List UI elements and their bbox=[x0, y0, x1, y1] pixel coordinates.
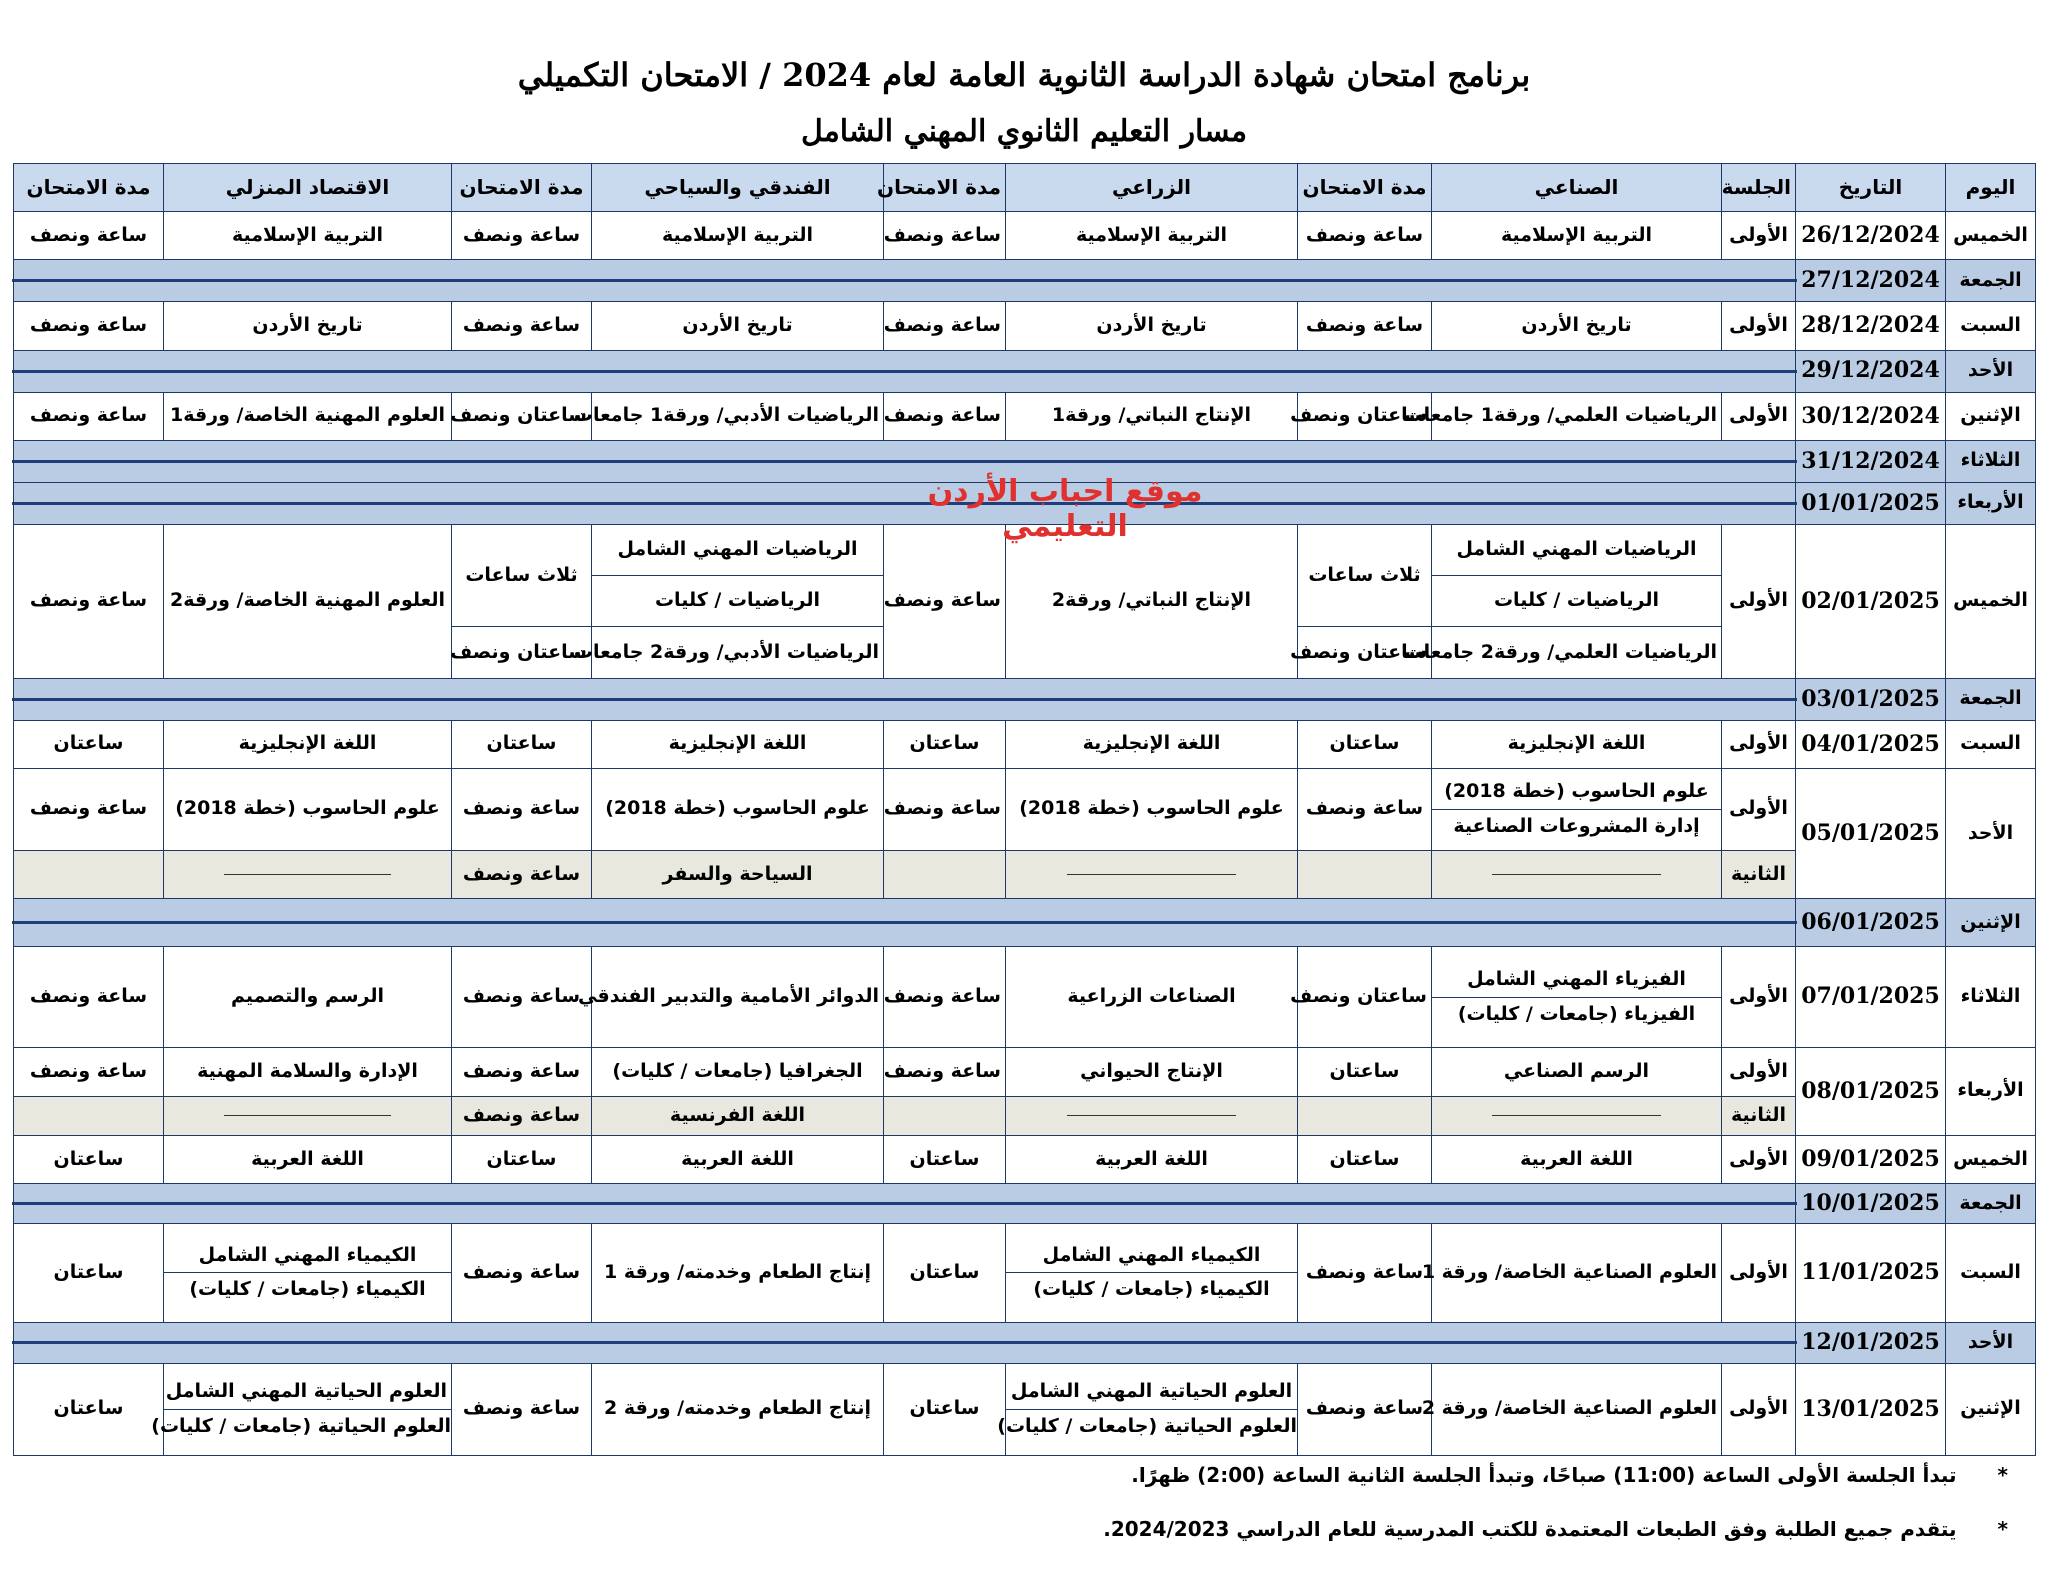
hotel-duration: ساعتان bbox=[452, 1135, 592, 1183]
holiday-line bbox=[14, 1184, 1796, 1224]
footnote-text: يتقدم جميع الطلبة وفق الطبعات المعتمدة للكتب المدرسية للعام الدراسي 2024/2023. bbox=[1103, 1517, 1957, 1541]
table-row bbox=[14, 1047, 2036, 1096]
day-cell: السبت bbox=[1946, 720, 2036, 768]
header-hotel-duration: مدة الامتحان bbox=[452, 164, 592, 212]
agri-subject: تاريخ الأردن bbox=[1006, 302, 1298, 350]
header-session: الجلسة bbox=[1722, 164, 1796, 212]
home-subject-b: العلوم الحياتية (جامعات / كليات) bbox=[164, 1409, 451, 1438]
empty-slot bbox=[1298, 850, 1432, 898]
session-cell: الأولى bbox=[1722, 1135, 1796, 1183]
home-duration: ساعة ونصف bbox=[14, 768, 164, 850]
holiday-line bbox=[14, 350, 1796, 392]
hotel-subject: اللغة الفرنسية bbox=[592, 1097, 884, 1136]
home-subject: اللغة الإنجليزية bbox=[164, 720, 452, 768]
hotel-subject: اللغة العربية bbox=[592, 1135, 884, 1183]
header-industrial: الصناعي bbox=[1432, 164, 1722, 212]
hotel-subject: الجغرافيا (جامعات / كليات) bbox=[592, 1047, 884, 1096]
hotel-subject: إنتاج الطعام وخدمته/ ورقة 1 bbox=[592, 1224, 884, 1322]
holiday-row bbox=[14, 899, 2036, 947]
holiday-line bbox=[14, 1322, 1796, 1363]
hotel-duration: ساعة ونصف bbox=[452, 302, 592, 350]
header-home-duration: مدة الامتحان bbox=[14, 164, 164, 212]
agri-duration: ساعتان bbox=[884, 720, 1006, 768]
holiday-row bbox=[14, 260, 2036, 302]
home-subject: تاريخ الأردن bbox=[164, 302, 452, 350]
home-subject: علوم الحاسوب (خطة 2018) bbox=[164, 768, 452, 850]
hotel-duration: ساعة ونصف bbox=[452, 850, 592, 898]
session-cell: الأولى bbox=[1722, 947, 1796, 1047]
day-cell: الخميس bbox=[1946, 1135, 2036, 1183]
session-cell: الأولى bbox=[1722, 212, 1796, 260]
industrial-duration: ساعة ونصف bbox=[1298, 1363, 1432, 1455]
hotel-subject: الرياضيات المهني الشامل bbox=[592, 524, 884, 575]
header-day: اليوم bbox=[1946, 164, 2036, 212]
table-row bbox=[14, 212, 2036, 260]
industrial-duration: ساعتان ونصف bbox=[1298, 627, 1432, 678]
agri-subject: الإنتاج النباتي/ ورقة2 bbox=[1006, 524, 1298, 678]
hotel-duration: ساعة ونصف bbox=[452, 1097, 592, 1136]
industrial-subject: التربية الإسلامية bbox=[1432, 212, 1722, 260]
industrial-subject bbox=[1432, 768, 1722, 850]
session-cell: الأولى bbox=[1722, 1047, 1796, 1096]
home-subject-b: الكيمياء (جامعات / كليات) bbox=[164, 1272, 451, 1301]
agri-subject: علوم الحاسوب (خطة 2018) bbox=[1006, 768, 1298, 850]
holiday-row bbox=[14, 678, 2036, 720]
table-subrow bbox=[14, 1097, 2036, 1136]
table-row bbox=[14, 1363, 2036, 1455]
hotel-duration: ساعة ونصف bbox=[452, 1224, 592, 1322]
hotel-subject: تاريخ الأردن bbox=[592, 302, 884, 350]
empty-slot bbox=[1006, 1097, 1298, 1136]
empty-slot bbox=[14, 850, 164, 898]
agri-subject: الصناعات الزراعية bbox=[1006, 947, 1298, 1047]
hotel-duration: ساعة ونصف bbox=[452, 1363, 592, 1455]
date-cell: 11/01/2025 bbox=[1796, 1224, 1946, 1322]
agri-duration: ساعة ونصف bbox=[884, 392, 1006, 440]
header-row bbox=[14, 164, 2036, 212]
day-cell: الإثنين bbox=[1946, 392, 2036, 440]
header-agricultural-duration: مدة الامتحان bbox=[884, 164, 1006, 212]
day-cell: الثلاثاء bbox=[1946, 440, 2036, 482]
agri-subject-b: الكيمياء (جامعات / كليات) bbox=[1006, 1272, 1297, 1301]
home-duration: ساعة ونصف bbox=[14, 302, 164, 350]
industrial-duration: ساعتان bbox=[1298, 1047, 1432, 1096]
home-subject bbox=[164, 1224, 452, 1322]
table-row bbox=[14, 1224, 2036, 1322]
home-duration: ساعتان bbox=[14, 720, 164, 768]
date-cell: 04/01/2025 bbox=[1796, 720, 1946, 768]
header-industrial-duration: مدة الامتحان bbox=[1298, 164, 1432, 212]
date-cell: 09/01/2025 bbox=[1796, 1135, 1946, 1183]
empty-slot bbox=[884, 850, 1006, 898]
agri-subject-a: العلوم الحياتية المهني الشامل bbox=[1010, 1379, 1293, 1402]
empty-slot bbox=[1006, 850, 1298, 898]
home-subject: الرسم والتصميم bbox=[164, 947, 452, 1047]
hotel-subject: الرياضيات الأدبي/ ورقة2 جامعات bbox=[592, 627, 884, 678]
home-subject: العلوم المهنية الخاصة/ ورقة1 bbox=[164, 392, 452, 440]
empty-slot bbox=[884, 1097, 1006, 1136]
session-cell: الأولى bbox=[1722, 302, 1796, 350]
agri-subject: اللغة العربية bbox=[1006, 1135, 1298, 1183]
agri-subject: اللغة الإنجليزية bbox=[1006, 720, 1298, 768]
date-cell: 10/01/2025 bbox=[1796, 1184, 1946, 1224]
hotel-duration: ساعتان ونصف bbox=[452, 392, 592, 440]
agri-duration: ساعة ونصف bbox=[884, 212, 1006, 260]
day-cell: الأحد bbox=[1946, 350, 2036, 392]
header-date: التاريخ bbox=[1796, 164, 1946, 212]
hotel-duration: ساعة ونصف bbox=[452, 947, 592, 1047]
date-cell: 13/01/2025 bbox=[1796, 1363, 1946, 1455]
day-cell: السبت bbox=[1946, 302, 2036, 350]
hotel-subject: التربية الإسلامية bbox=[592, 212, 884, 260]
day-cell: الخميس bbox=[1946, 212, 2036, 260]
agri-subject bbox=[1006, 1224, 1298, 1322]
footnote-1 bbox=[1131, 1463, 2008, 1487]
industrial-subject: الرياضيات المهني الشامل bbox=[1432, 524, 1722, 575]
hotel-subject: اللغة الإنجليزية bbox=[592, 720, 884, 768]
home-duration: ساعة ونصف bbox=[14, 1047, 164, 1096]
footnote-bullet: * bbox=[1997, 1463, 2008, 1487]
home-subject: اللغة العربية bbox=[164, 1135, 452, 1183]
header-home-economics: الاقتصاد المنزلي bbox=[164, 164, 452, 212]
document-subtitle: مسار التعليم الثانوي المهني الشامل bbox=[800, 114, 1248, 149]
table-row bbox=[14, 392, 2036, 440]
industrial-subject-a: علوم الحاسوب (خطة 2018) bbox=[1444, 780, 1709, 803]
holiday-row bbox=[14, 1184, 2036, 1224]
hotel-subject: السياحة والسفر bbox=[592, 850, 884, 898]
hotel-duration: ثلاث ساعات bbox=[452, 524, 592, 627]
hotel-subject: الرياضيات / كليات bbox=[592, 576, 884, 627]
agri-subject: الإنتاج الحيواني bbox=[1006, 1047, 1298, 1096]
empty-slot bbox=[1432, 1097, 1722, 1136]
home-subject bbox=[151, 1363, 452, 1455]
day-cell: الإثنين bbox=[1946, 899, 2036, 947]
holiday-line bbox=[14, 899, 1796, 947]
session-cell: الأولى bbox=[1722, 1363, 1796, 1455]
hotel-duration: ساعتان ونصف bbox=[452, 627, 592, 678]
agri-subject: التربية الإسلامية bbox=[1006, 212, 1298, 260]
industrial-duration: ساعتان ونصف bbox=[1298, 392, 1432, 440]
home-duration: ساعة ونصف bbox=[14, 212, 164, 260]
industrial-subject: العلوم الصناعية الخاصة/ ورقة 1 bbox=[1432, 1224, 1722, 1322]
header-hotel-tourism: الفندقي والسياحي bbox=[592, 164, 884, 212]
industrial-subject-b: الفيزياء (جامعات / كليات) bbox=[1432, 997, 1721, 1026]
date-cell: 28/12/2024 bbox=[1796, 302, 1946, 350]
home-duration: ساعة ونصف bbox=[14, 392, 164, 440]
exam-schedule-table bbox=[13, 163, 2036, 1456]
industrial-subject: الرياضيات العلمي/ ورقة2 جامعات bbox=[1432, 627, 1722, 678]
hotel-duration: ساعة ونصف bbox=[452, 1047, 592, 1096]
session-cell: الثانية bbox=[1722, 850, 1796, 898]
table-row bbox=[14, 302, 2036, 350]
session-cell: الأولى bbox=[1722, 1224, 1796, 1322]
home-duration: ساعة ونصف bbox=[14, 947, 164, 1047]
industrial-duration: ساعة ونصف bbox=[1298, 302, 1432, 350]
date-cell: 02/01/2025 bbox=[1796, 524, 1946, 678]
industrial-duration: ساعتان bbox=[1298, 720, 1432, 768]
empty-slot bbox=[1432, 850, 1722, 898]
document-title: برنامج امتحان شهادة الدراسة الثانوية العامة لعام 2024 / الامتحان التكميلي bbox=[517, 56, 1531, 94]
header-agricultural: الزراعي bbox=[1006, 164, 1298, 212]
agri-duration: ساعة ونصف bbox=[884, 524, 1006, 678]
hotel-duration: ساعتان bbox=[452, 720, 592, 768]
holiday-row bbox=[14, 1322, 2036, 1363]
industrial-subject: الرياضيات العلمي/ ورقة1 جامعات bbox=[1432, 392, 1722, 440]
date-cell: 30/12/2024 bbox=[1796, 392, 1946, 440]
day-cell: الإثنين bbox=[1946, 1363, 2036, 1455]
hotel-duration: ساعة ونصف bbox=[452, 212, 592, 260]
empty-slot bbox=[164, 1097, 452, 1136]
day-cell: الأحد bbox=[1946, 768, 2036, 898]
date-cell: 06/01/2025 bbox=[1796, 899, 1946, 947]
date-cell: 08/01/2025 bbox=[1796, 1047, 1946, 1135]
date-cell: 12/01/2025 bbox=[1796, 1322, 1946, 1363]
table-subrow bbox=[14, 850, 2036, 898]
footnote-bullet: * bbox=[1997, 1517, 2008, 1541]
holiday-row bbox=[14, 350, 2036, 392]
industrial-subject: اللغة الإنجليزية bbox=[1432, 720, 1722, 768]
agri-duration: ساعتان bbox=[884, 1363, 1006, 1455]
industrial-duration: ثلاث ساعات bbox=[1298, 524, 1432, 627]
watermark-text: موقع احباب الأردن التعليمي bbox=[927, 474, 1203, 544]
day-cell: الجمعة bbox=[1946, 678, 2036, 720]
industrial-subject-a: الفيزياء المهني الشامل bbox=[1467, 967, 1686, 990]
table-row bbox=[14, 768, 2036, 850]
industrial-subject: تاريخ الأردن bbox=[1432, 302, 1722, 350]
day-cell: السبت bbox=[1946, 1224, 2036, 1322]
industrial-duration: ساعة ونصف bbox=[1298, 212, 1432, 260]
date-cell: 05/01/2025 bbox=[1796, 768, 1946, 898]
session-cell: الأولى bbox=[1722, 720, 1796, 768]
hotel-duration: ساعة ونصف bbox=[452, 768, 592, 850]
date-cell: 31/12/2024 bbox=[1796, 440, 1946, 482]
empty-slot bbox=[14, 1097, 164, 1136]
day-cell: الخميس bbox=[1946, 524, 2036, 678]
agri-duration: ساعتان bbox=[884, 1224, 1006, 1322]
date-cell: 29/12/2024 bbox=[1796, 350, 1946, 392]
date-cell: 03/01/2025 bbox=[1796, 678, 1946, 720]
day-cell: الثلاثاء bbox=[1946, 947, 2036, 1047]
industrial-subject bbox=[1432, 947, 1722, 1047]
home-duration: ساعة ونصف bbox=[14, 524, 164, 678]
home-duration: ساعتان bbox=[14, 1135, 164, 1183]
date-cell: 27/12/2024 bbox=[1796, 260, 1946, 302]
industrial-duration: ساعة ونصف bbox=[1298, 768, 1432, 850]
footnote-text: تبدأ الجلسة الأولى الساعة (11:00) صباحًا، وتبدأ الجلسة الثانية الساعة (2:00) ظهرًا. bbox=[1131, 1463, 1957, 1487]
day-cell: الجمعة bbox=[1946, 1184, 2036, 1224]
industrial-subject-b: إدارة المشروعات الصناعية bbox=[1432, 809, 1721, 838]
agri-duration: ساعة ونصف bbox=[884, 768, 1006, 850]
agri-duration: ساعتان bbox=[884, 1135, 1006, 1183]
empty-slot bbox=[164, 850, 452, 898]
empty-slot bbox=[1298, 1097, 1432, 1136]
agri-duration: ساعة ونصف bbox=[884, 947, 1006, 1047]
session-cell: الأولى bbox=[1722, 524, 1796, 678]
footnote-2 bbox=[1103, 1517, 2008, 1541]
date-cell: 26/12/2024 bbox=[1796, 212, 1946, 260]
home-subject: العلوم المهنية الخاصة/ ورقة2 bbox=[164, 524, 452, 678]
industrial-subject: الرياضيات / كليات bbox=[1432, 576, 1722, 627]
agri-subject bbox=[997, 1363, 1298, 1455]
day-cell: الجمعة bbox=[1946, 260, 2036, 302]
session-cell: الأولى bbox=[1722, 768, 1796, 850]
industrial-duration: ساعة ونصف bbox=[1298, 1224, 1432, 1322]
holiday-line bbox=[14, 678, 1796, 720]
home-duration: ساعتان bbox=[14, 1224, 164, 1322]
table-row bbox=[14, 720, 2036, 768]
table-row bbox=[14, 1135, 2036, 1183]
day-cell: الأربعاء bbox=[1946, 482, 2036, 524]
agri-subject: الإنتاج النباتي/ ورقة1 bbox=[1006, 392, 1298, 440]
industrial-subject: العلوم الصناعية الخاصة/ ورقة 2 bbox=[1432, 1363, 1722, 1455]
home-subject: الإدارة والسلامة المهنية bbox=[164, 1047, 452, 1096]
industrial-duration: ساعتان bbox=[1298, 1135, 1432, 1183]
agri-subject-a: الكيمياء المهني الشامل bbox=[1042, 1243, 1261, 1266]
session-cell: الأولى bbox=[1722, 392, 1796, 440]
hotel-subject: إنتاج الطعام وخدمته/ ورقة 2 bbox=[592, 1363, 884, 1455]
agri-subject-b: العلوم الحياتية (جامعات / كليات) bbox=[1006, 1409, 1297, 1438]
hotel-subject: الرياضيات الأدبي/ ورقة1 جامعات bbox=[592, 392, 884, 440]
home-subject-a: الكيمياء المهني الشامل bbox=[198, 1243, 417, 1266]
hotel-subject: الدوائر الأمامية والتدبير الفندقي bbox=[592, 947, 884, 1047]
day-cell: الأربعاء bbox=[1946, 1047, 2036, 1135]
date-cell: 01/01/2025 bbox=[1796, 482, 1946, 524]
session-cell: الثانية bbox=[1722, 1097, 1796, 1136]
industrial-duration: ساعتان ونصف bbox=[1298, 947, 1432, 1047]
table-row bbox=[14, 947, 2036, 1047]
industrial-subject: الرسم الصناعي bbox=[1432, 1047, 1722, 1096]
home-subject: التربية الإسلامية bbox=[164, 212, 452, 260]
home-duration: ساعتان bbox=[14, 1363, 164, 1455]
agri-duration: ساعة ونصف bbox=[884, 302, 1006, 350]
hotel-subject: علوم الحاسوب (خطة 2018) bbox=[592, 768, 884, 850]
industrial-subject: اللغة العربية bbox=[1432, 1135, 1722, 1183]
home-subject-a: العلوم الحياتية المهني الشامل bbox=[165, 1379, 447, 1402]
agri-duration: ساعة ونصف bbox=[884, 1047, 1006, 1096]
holiday-line bbox=[14, 260, 1796, 302]
date-cell: 07/01/2025 bbox=[1796, 947, 1946, 1047]
day-cell: الأحد bbox=[1946, 1322, 2036, 1363]
